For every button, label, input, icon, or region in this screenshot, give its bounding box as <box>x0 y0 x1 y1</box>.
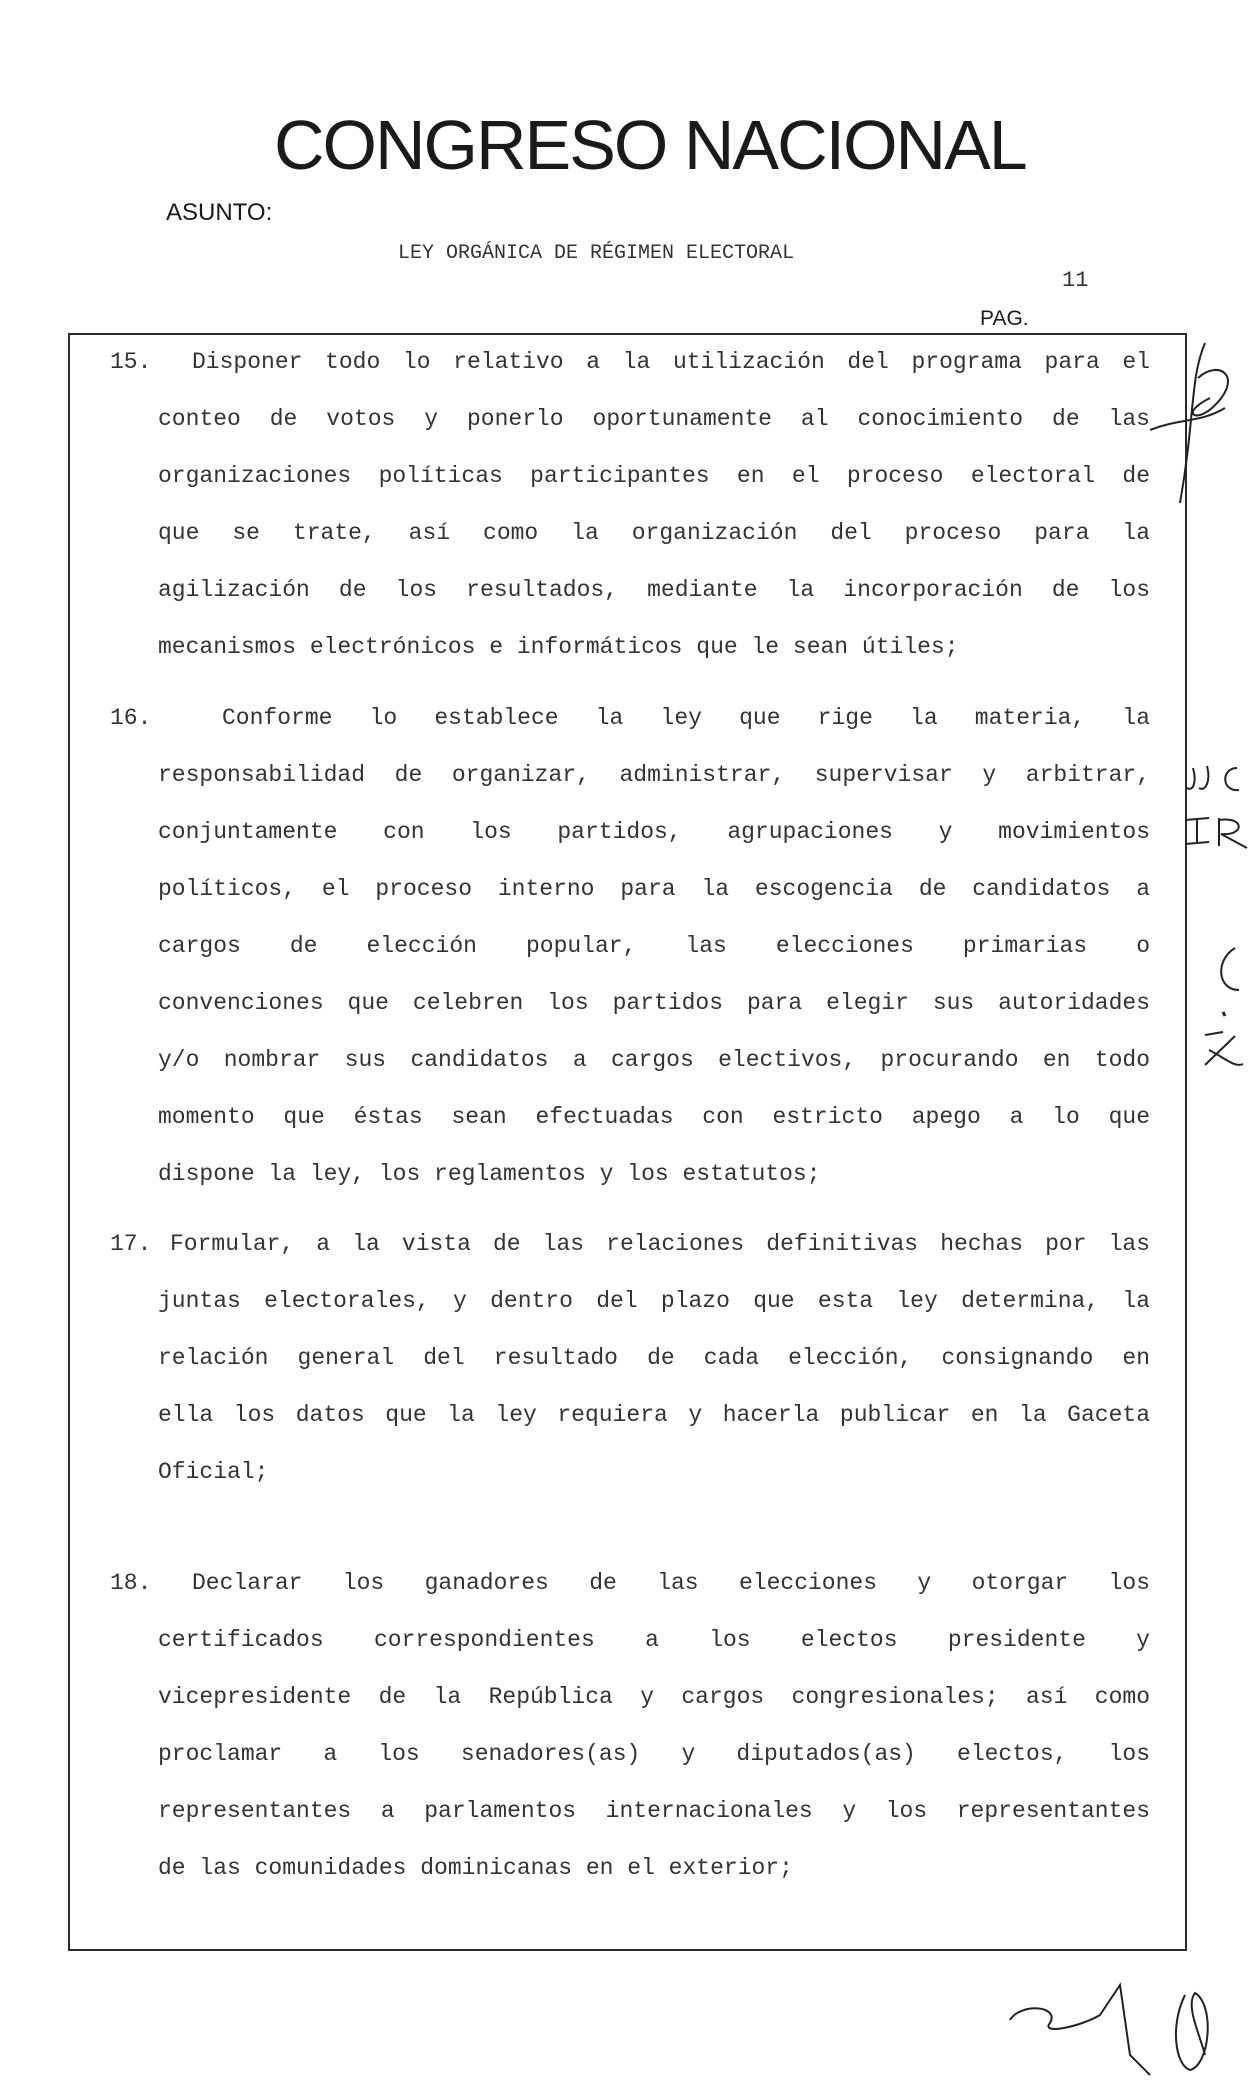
item-line: vicepresidente de la República y cargos congresionales; así como <box>158 1684 1150 1710</box>
item-line: y/o nombrar sus candidatos a cargos electivos, procurando en todo <box>158 1047 1150 1073</box>
item-line: agilización de los resultados, mediante la incorporación de los <box>158 577 1150 603</box>
item-line: Conforme lo establece la ley que rige la materia, la <box>222 705 1150 731</box>
handwritten-signature-top <box>1150 338 1240 508</box>
item-line: mecanismos electrónicos e informáticos que le sean útiles; <box>158 634 959 660</box>
item-line: políticos, el proceso interno para la escogencia de candidatos a <box>158 876 1150 902</box>
item-number: 17. <box>110 1231 152 1257</box>
item-line: dispone la ley, los reglamentos y los estatutos; <box>158 1161 821 1187</box>
page-number: 11 <box>1062 268 1089 293</box>
item-line: cargos de elección popular, las elecciones primarias o <box>158 933 1150 959</box>
item-line: que se trate, así como la organización del proceso para la <box>158 520 1150 546</box>
document-subject: LEY ORGÁNICA DE RÉGIMEN ELECTORAL <box>398 242 795 265</box>
item-line: representantes a parlamentos internacionales y los representantes <box>158 1798 1150 1824</box>
article-item-18 <box>110 1555 1150 1897</box>
article-item-16 <box>110 690 1150 1203</box>
article-item-15 <box>110 334 1150 676</box>
item-line: proclamar a los senadores(as) y diputados(as) electos, los <box>158 1741 1150 1767</box>
item-line: momento que éstas sean efectuadas con estricto apego a lo que <box>158 1104 1150 1130</box>
handwritten-initials <box>1185 760 1255 850</box>
item-line: conteo de votos y ponerlo oportunamente al conocimiento de las <box>158 406 1150 432</box>
item-line: relación general del resultado de cada elección, consignando en <box>158 1345 1150 1371</box>
item-line: responsabilidad de organizar, administrar, supervisar y arbitrar, <box>158 762 1150 788</box>
item-line: Disponer todo lo relativo a la utilización del programa para el <box>192 349 1150 375</box>
item-number: 15. <box>110 349 152 375</box>
item-line: Oficial; <box>158 1459 269 1485</box>
item-line: conjuntamente con los partidos, agrupaciones y movimientos <box>158 819 1150 845</box>
item-number: 16. <box>110 705 152 731</box>
item-line: convenciones que celebren los partidos para elegir sus autoridades <box>158 990 1150 1016</box>
item-line: certificados correspondientes a los electos presidente y <box>158 1627 1150 1653</box>
handwritten-signature-bottom <box>1000 1965 1230 2085</box>
article-item-17 <box>110 1216 1150 1501</box>
item-line: organizaciones políticas participantes en el proceso electoral de <box>158 463 1150 489</box>
item-line: Formular, a la vista de las relaciones definitivas hechas por las <box>170 1231 1150 1257</box>
item-number: 18. <box>110 1570 152 1596</box>
item-line: de las comunidades dominicanas en el exterior; <box>158 1855 793 1881</box>
handwritten-side-mark <box>1195 940 1255 1090</box>
item-line: juntas electorales, y dentro del plazo que esta ley determina, la <box>158 1288 1150 1314</box>
item-line: ella los datos que la ley requiera y hacerla publicar en la Gaceta <box>158 1402 1150 1428</box>
institution-title: CONGRESO NACIONAL <box>274 106 1026 184</box>
asunto-label: ASUNTO: <box>166 199 273 226</box>
pag-label: PAG. <box>980 307 1029 330</box>
item-line: Declarar los ganadores de las elecciones y otorgar los <box>192 1570 1150 1596</box>
